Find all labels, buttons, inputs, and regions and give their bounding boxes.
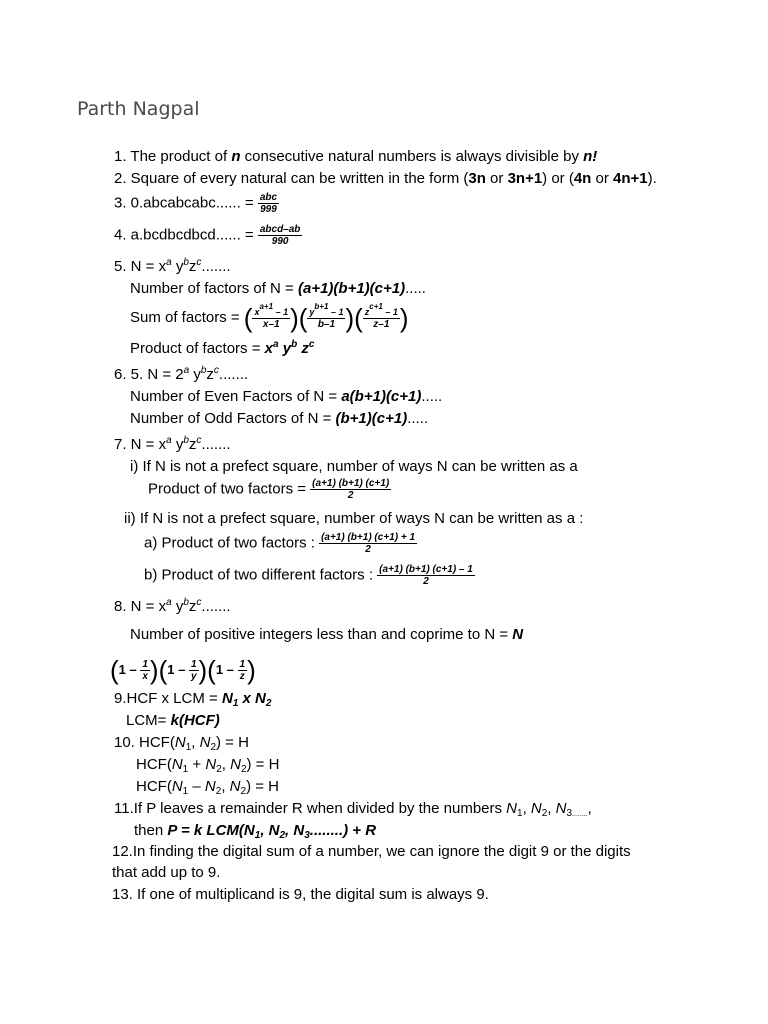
- item-6: 6. 5. $N = 2^a$ $y^bz^c$.......: [114, 365, 249, 383]
- coprime-count: Number of positive integers less than and coprime to N = N: [130, 626, 524, 643]
- item-7-ii-a: a) Product of two factors : $\frac{(a+1) (b+1) (c+1) + 1}{2}$: [144, 532, 416, 555]
- hcf-difference: $HCF(N_1 - N_2$, $N_2) = H$: [136, 778, 280, 797]
- author-name: Parth Nagpal: [77, 98, 200, 120]
- euler-product: (1 – $\frac{1}{x}$ )(1 – $\frac{1}{y}$ )(1 – $\frac{1}{z}$ ): [110, 655, 256, 686]
- item-12-line-2: that add up to 9.: [112, 864, 221, 881]
- fraction-denominator: 990: [271, 236, 289, 247]
- item-13: 13. If one of multiplicand is 9, the digital sum is always 9.: [112, 886, 489, 903]
- sum-of-factors: Sum of factors = ( $\frac{x^{a+1} - 1}{x-1}$ )( $\frac{y^{b+1} - 1}{b-1}$ )( $\frac{z^{c+1} - 1}{z-1}$ ): [130, 301, 409, 334]
- item-7: 7. $N = x^a$ $y^bz^c$.......: [114, 435, 231, 453]
- item-11: 11.If P leaves a remainder R when divided by the numbers $N_1$, $N_2$, $N_{3........}$,: [114, 800, 592, 819]
- item-8: 8. $N = x^a$ $y^bz^c$.......: [114, 597, 231, 615]
- fraction-denominator: 999: [260, 204, 277, 215]
- product-of-factors: Product of factors = $x^a$ $y^b$ $z^c$: [130, 339, 315, 357]
- item-4: 4. a.bcdbcdbcd...... = $\frac{\text{abcd–ab}}{990}$: [114, 224, 301, 247]
- item-9: 9.HCF x LCM = $N_1$ x $N_2$: [114, 690, 272, 709]
- odd-factors: Number of Odd Factors of N = (b+1)(c+1).....: [130, 410, 429, 427]
- item-3: 3. 0.abcabcabc...... = $\frac{\text{abc}}{999}$: [114, 192, 278, 215]
- fraction-numerator: abc: [259, 192, 278, 203]
- item-7-i-product: Product of two factors = $\frac{(a+1) (b+1) (c+1)}{2}$: [148, 478, 390, 501]
- item-7-ii-b: b) Product of two different factors : $\frac{(a+1) (b+1) (c+1) - 1}{2}$: [144, 564, 473, 587]
- item-12-line-1: 12.In finding the digital sum of a number, we can ignore the digit 9 or the digits: [112, 843, 631, 860]
- item-7-ii: ii) If N is not a prefect square, number of ways N can be written as a :: [124, 510, 584, 527]
- fraction-numerator: abcd–ab: [259, 224, 301, 235]
- item-10: 10. $HCF(N_1$, $N_2) = H$: [114, 734, 249, 753]
- item-7-i: i) If N is not a prefect square, number of ways N can be written as a: [130, 458, 578, 475]
- item-5: 5. $N = x^a$ $y^bz^c$.......: [114, 257, 231, 275]
- item-1: 1. The product of n consecutive natural numbers is always divisible by n!: [114, 148, 598, 165]
- number-of-factors: Number of factors of N = (a+1)(b+1)(c+1).....: [130, 280, 426, 297]
- remainder-formula: then P = k $LCM(N_1$, $N_2$, $N_3........) + R$: [134, 822, 377, 841]
- even-factors: Number of Even Factors of N = a(b+1)(c+1).....: [130, 388, 443, 405]
- item-2: 2. Square of every natural can be written in the form (3n or 3n+1) or (4n or 4n+1).: [114, 170, 657, 187]
- hcf-sum: $HCF(N_1 + N_2$, $N_2) = H$: [136, 756, 280, 775]
- lcm-formula: LCM= k(HCF): [126, 712, 220, 729]
